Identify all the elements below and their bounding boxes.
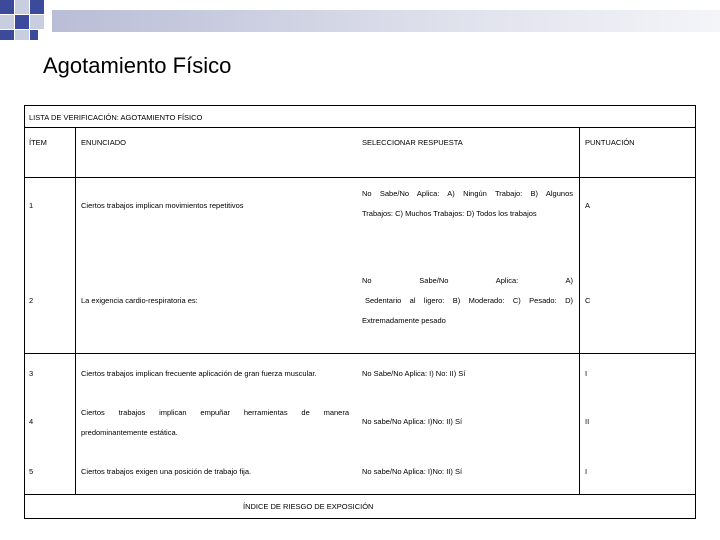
row-score: A [585,201,591,210]
row-item: 3 [29,369,34,378]
row-statement: Ciertos trabajos implican empuñar herramientas de manera [81,408,349,417]
deco-square [30,15,44,29]
deco-square [30,30,38,40]
decorative-corner [0,0,720,40]
row-statement: Ciertos trabajos exigen una posición de trabajo fija. [81,467,252,476]
row-item: 4 [29,417,34,426]
row-statement: predominantemente estática. [81,428,178,437]
deco-square [0,0,14,14]
row-item: 1 [29,201,34,210]
deco-square [15,15,29,29]
row-options: No Sabe/No Aplica: A) Ningún Trabajo: B) Algunos [362,189,573,198]
deco-square [30,0,44,14]
row-score: I [585,467,588,476]
row-statement: Ciertos trabajos implican frecuente aplicación de gran fuerza muscular. [81,369,317,378]
deco-square [0,30,14,40]
risk-index-label: ÍNDICE DE RIESGO DE EXPOSICIÓN [243,502,374,511]
row-divider [25,494,695,495]
header-select: SELECCIONAR RESPUESTA [362,138,463,147]
row-options: No sabe/No Aplica: I)No: II) Sí [362,467,463,476]
header-statement: ENUNCIADO [81,138,127,147]
column-divider [75,127,76,494]
row-options: No Sabe/No Aplica: A) [362,276,573,285]
row-statement: La exigencia cardio-respiratoria es: [81,296,198,305]
row-statement: Ciertos trabajos implican movimientos repetitivos [81,201,244,210]
checklist-title: LISTA DE VERIFICACIÓN: AGOTAMIENTO FÍSICO [29,113,203,122]
row-options: No sabe/No Aplica: I)No: II) Sí [362,417,463,426]
row-options: Trabajos: C) Muchos Trabajos: D) Todos los trabajos [362,209,537,218]
deco-band [52,10,720,32]
row-score: II [585,417,590,426]
deco-square [15,30,29,40]
page-title: Agotamiento Físico [43,53,232,78]
row-divider [25,177,695,178]
row-score: C [585,296,591,305]
row-divider [25,353,695,354]
row-divider [25,127,695,128]
row-options: Sedentario al ligero: B) Moderado: C) Pesado: D) [365,296,573,305]
header-score: PUNTUACIÓN [585,138,635,147]
checklist-table [24,105,696,519]
header-item: ÍTEM [29,138,47,147]
row-item: 2 [29,296,34,305]
deco-square [15,0,29,14]
deco-square [0,15,14,29]
row-options: Extremadamente pesado [362,316,446,325]
row-item: 5 [29,467,34,476]
column-divider [579,127,580,494]
row-score: I [585,369,588,378]
row-options: No Sabe/No Aplica: I) No: II) Sí [362,369,466,378]
